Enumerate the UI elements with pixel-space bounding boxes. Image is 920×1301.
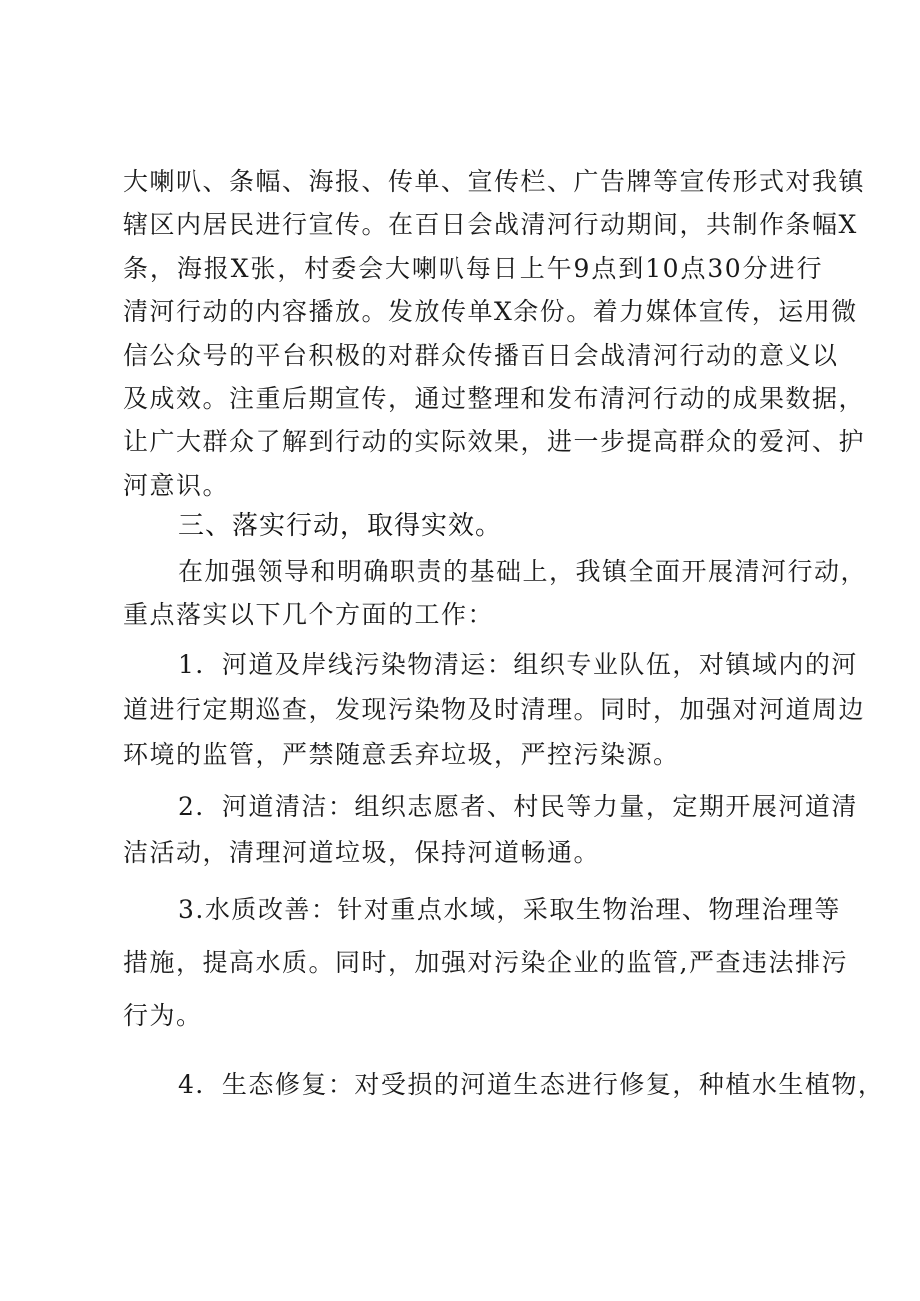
text-line: 条，海报X张，村委会大喇叭每日上午9点到10点30分进行	[123, 254, 823, 283]
text-line: 信公众号的平台积极的对群众传播百日会战清河行动的意义以	[123, 341, 839, 370]
section-heading: 三、落实行动，取得实效。	[178, 511, 503, 541]
text-line: 4．生态修复：对受损的河道生态进行修复，种植水生植物，	[178, 1070, 885, 1099]
text-line: 让广大群众了解到行动的实际效果，进一步提高群众的爱河、护	[123, 427, 866, 456]
text-line: 重点落实以下几个方面的工作：	[123, 600, 495, 629]
text-line: 河意识。	[123, 471, 230, 500]
text-line: 在加强领导和明确职责的基础上，我镇全面开展清河行动，	[178, 557, 868, 586]
text-line: 大喇叭、条幅、海报、传单、宣传栏、广告牌等宣传形式对我镇	[123, 167, 866, 196]
text-line: 道进行定期巡查，发现污染物及时清理。同时，加强对河道周边	[123, 695, 866, 724]
text-line: 及成效。注重后期宣传，通过整理和发布清河行动的成果数据，	[123, 384, 866, 413]
text-line: 辖区内居民进行宣传。在百日会战清河行动期间，共制作条幅X	[123, 210, 858, 239]
text-line: 措施，提高水质。同时，加强对污染企业的监管,严查违法排污	[123, 948, 848, 977]
text-line: 环境的监管，严禁随意丢弃垃圾，严控污染源。	[123, 740, 680, 769]
text-line: 1．河道及岸线污染物清运：组织专业队伍，对镇域内的河	[178, 650, 858, 679]
text-line: 行为。	[123, 1001, 203, 1030]
text-line: 3.水质改善：针对重点水域，采取生物治理、物理治理等	[178, 895, 841, 924]
text-line: 清河行动的内容播放。发放传单X余份。着力媒体宣传，运用微	[123, 297, 858, 326]
text-line: 洁活动，清理河道垃圾，保持河道畅通。	[123, 838, 601, 867]
text-line: 2．河道清洁：组织志愿者、村民等力量，定期开展河道清	[178, 792, 858, 821]
